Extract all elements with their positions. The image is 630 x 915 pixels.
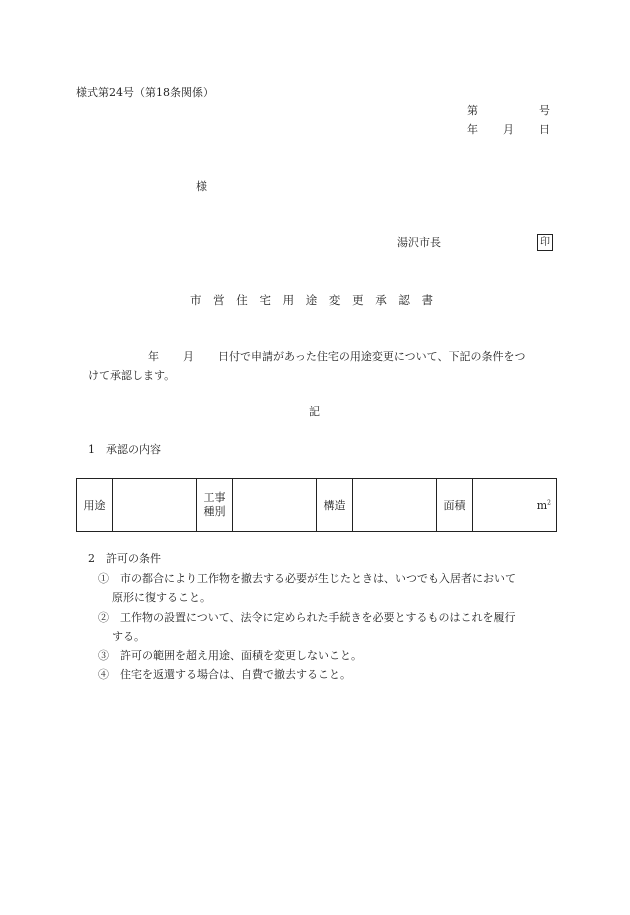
addressee-suffix: 様	[196, 180, 207, 193]
ki-heading: 記	[309, 405, 320, 418]
body-month: 月	[183, 350, 194, 363]
date-month: 月	[503, 123, 514, 136]
issuer-name: 湯沢市長	[397, 236, 441, 249]
seal-mark: 印	[537, 234, 553, 251]
approval-content-table	[76, 478, 557, 532]
section-1-heading: 1 承認の内容	[88, 443, 161, 456]
value-kouji	[233, 479, 317, 532]
label-kouji	[197, 479, 233, 532]
label-menseki: 面積	[437, 479, 473, 532]
label-kouji-line2: 種別	[203, 505, 226, 518]
value-youto	[113, 479, 197, 532]
area-unit: m	[536, 498, 548, 512]
condition-1-line2: 原形に復すること。	[112, 591, 211, 604]
condition-2-line1: ② 工作物の設置について、法令に定められた手続きを必要とするものはこれを履行	[98, 611, 516, 624]
doc-number-prefix: 第	[467, 104, 478, 117]
document-title: 市 営 住 宅 用 途 変 更 承 認 書	[190, 293, 434, 307]
date-day: 日	[539, 123, 550, 136]
body-year: 年	[148, 350, 159, 363]
section-2-heading: 2 許可の条件	[88, 552, 161, 565]
body-text-line1: 日付で申請があった住宅の用途変更について、下記の条件をつ	[218, 350, 526, 363]
label-youto: 用途	[77, 479, 113, 532]
condition-2-line2: する。	[112, 630, 145, 643]
body-text-line2: けて承認します。	[88, 369, 176, 382]
value-kouzou	[353, 479, 437, 532]
label-kouji-line1: 工事	[203, 491, 226, 504]
area-unit-sup: 2	[547, 498, 551, 506]
label-kouzou: 構造	[317, 479, 353, 532]
form-number: 様式第24号（第18条関係）	[76, 86, 214, 99]
condition-1-line1: ① 市の都合により工作物を撤去する必要が生じたときは、いつでも入居者において	[98, 572, 516, 585]
value-menseki	[473, 479, 557, 532]
condition-4-line1: ④ 住宅を返還する場合は、自費で撤去すること。	[98, 668, 351, 681]
doc-number-suffix: 号	[539, 104, 550, 117]
condition-3-line1: ③ 許可の範囲を超え用途、面積を変更しないこと。	[98, 649, 362, 662]
date-year: 年	[467, 123, 478, 136]
